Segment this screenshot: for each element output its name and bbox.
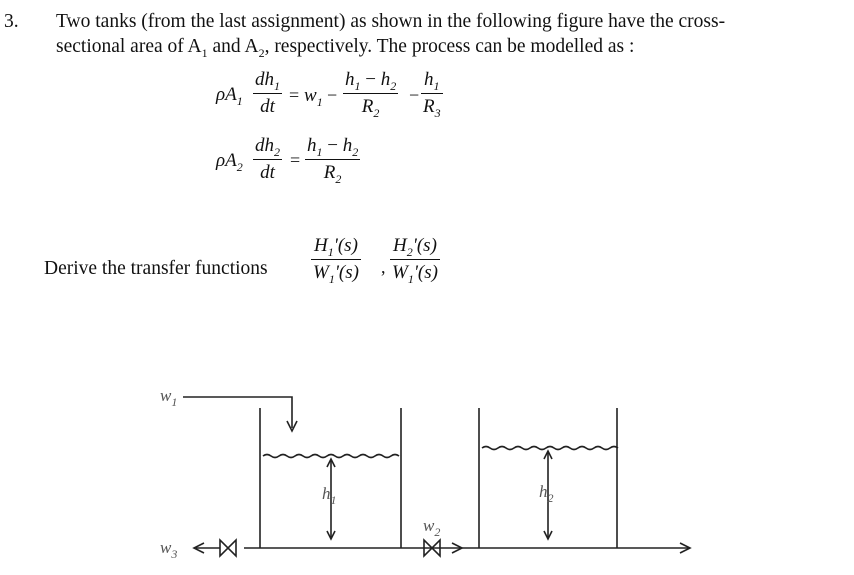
valve-w3 (220, 540, 236, 556)
problem-text-line-2: sectional area of $A_1$ and $A_2$, respectively. The process can be modelled as : (56, 36, 635, 60)
eq1-h1-over-r3: $h_1$ $R_3$ (423, 69, 441, 120)
eq2-h1-minus-h2-over-r2: $h_1 - h_2$ $R_2$ (307, 135, 359, 186)
label-w1: $w_1$ (160, 386, 178, 409)
eq1-dh1-dt: $dh_1$ dt (255, 69, 280, 117)
eq2-rho-a2: $\rho A_2$ (216, 150, 243, 174)
eq1-minus-1: − (327, 85, 338, 105)
eq1-rho-a1: $\rho A_1$ (216, 84, 243, 108)
label-w2: $w_2$ (423, 516, 441, 539)
transfer-function-h2-w1: $H_2'(s)$ $W_1'(s)$ (392, 235, 438, 286)
eq2-dh2-dt: $dh_2$ dt (255, 135, 280, 183)
label-h1: $h_1$ (322, 484, 337, 507)
label-w3: $w_3$ (160, 538, 178, 561)
inflow-pipe-w1 (183, 397, 292, 428)
eq1-h1-minus-h2-over-r2: $h_1 - h_2$ $R_2$ (345, 69, 397, 120)
eq1-equals: = (289, 85, 300, 105)
transfer-function-h1-w1: $H_1'(s)$ $W_1'(s)$ (313, 235, 359, 286)
problem-number: 3. (4, 11, 19, 32)
tank-2-water-surface (482, 447, 618, 450)
problem-text-line-1: Two tanks (from the last assignment) as shown in the following figure have the cross- (56, 11, 726, 32)
eq2-equals: = (290, 150, 301, 170)
eq1-w1: $w_1$ (304, 85, 323, 109)
tank-1-water-surface (263, 455, 399, 458)
transfer-function-comma: , (381, 257, 386, 277)
derive-text: Derive the transfer functions (44, 258, 268, 279)
label-h2: $h_2$ (539, 482, 554, 505)
eq1-minus-2: − (409, 85, 420, 105)
